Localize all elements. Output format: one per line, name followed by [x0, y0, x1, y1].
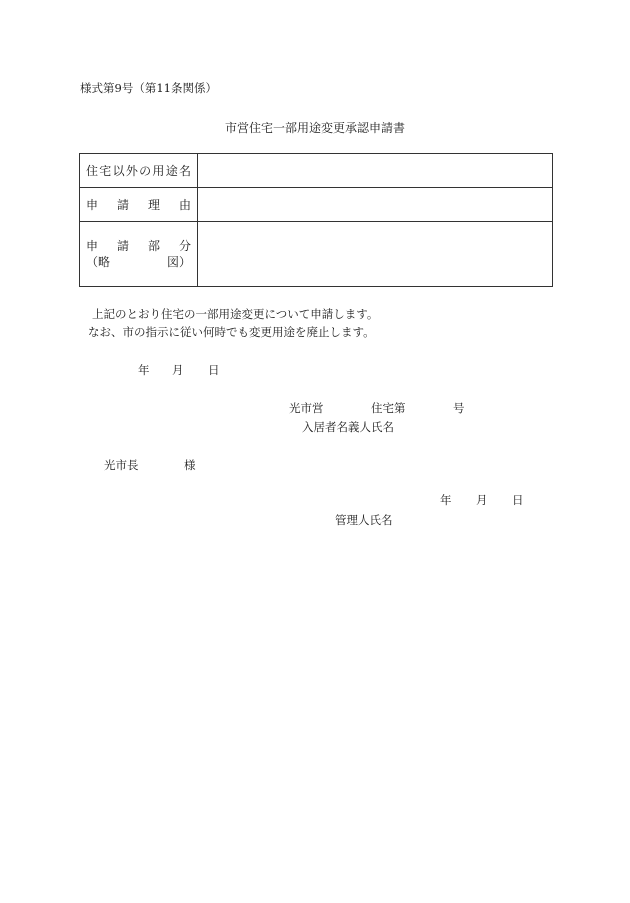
label-char: 理 — [147, 197, 160, 212]
addressee-honorific: 様 — [184, 458, 196, 472]
application-date-day: 日 — [208, 363, 220, 377]
label-char: 申 — [86, 239, 99, 253]
label-char: 宅 — [99, 163, 112, 178]
manager-date-day: 日 — [512, 493, 524, 507]
document-title: 市営住宅一部用途変更承認申請書 — [224, 121, 405, 135]
housing-number-suffix: 号 — [453, 401, 465, 415]
label-char: 名 — [178, 163, 191, 178]
use-name-field[interactable] — [198, 154, 553, 188]
addressee-name: 光市長 — [104, 458, 139, 472]
manager-date-month: 月 — [476, 493, 488, 507]
manager-name-label: 管理人氏名 — [335, 513, 393, 527]
housing-name-prefix: 光市営 — [289, 401, 324, 415]
label-sub-char: 図） — [166, 255, 191, 269]
label-char: 以 — [112, 163, 125, 178]
part-field[interactable] — [198, 222, 553, 287]
table-row-reason — [80, 188, 553, 222]
housing-number-prefix: 住宅第 — [371, 401, 406, 415]
label-char: 部 — [147, 239, 160, 253]
application-date-month: 月 — [172, 363, 184, 377]
label-char: 用 — [152, 163, 165, 178]
manager-date-year: 年 — [440, 493, 452, 507]
table-row-part — [80, 222, 553, 287]
part-label — [80, 222, 198, 287]
application-table — [79, 153, 553, 287]
use-name-label — [80, 154, 198, 188]
statement-line-1: 上記のとおり住宅の一部用途変更について申請します。 — [92, 307, 379, 321]
application-date-year: 年 — [138, 363, 150, 377]
statement-line-2: なお、市の指示に従い何時でも変更用途を廃止します。 — [88, 325, 375, 339]
tenant-name-label: 入居者名義人氏名 — [302, 420, 394, 434]
label-char: 由 — [178, 197, 191, 212]
label-char: 分 — [178, 239, 191, 253]
label-char: の — [139, 163, 152, 178]
label-char: 外 — [125, 163, 138, 178]
reason-field[interactable] — [198, 188, 553, 222]
reason-label — [80, 188, 198, 222]
label-char: 途 — [165, 163, 178, 178]
label-char: 請 — [116, 197, 129, 212]
label-char: 住 — [86, 163, 99, 178]
form-number: 様式第9号（第11条関係） — [80, 81, 217, 95]
table-row-use-name — [80, 154, 553, 188]
label-sub-char: （略 — [86, 255, 111, 269]
label-char: 申 — [86, 197, 99, 212]
label-char: 請 — [116, 239, 129, 253]
